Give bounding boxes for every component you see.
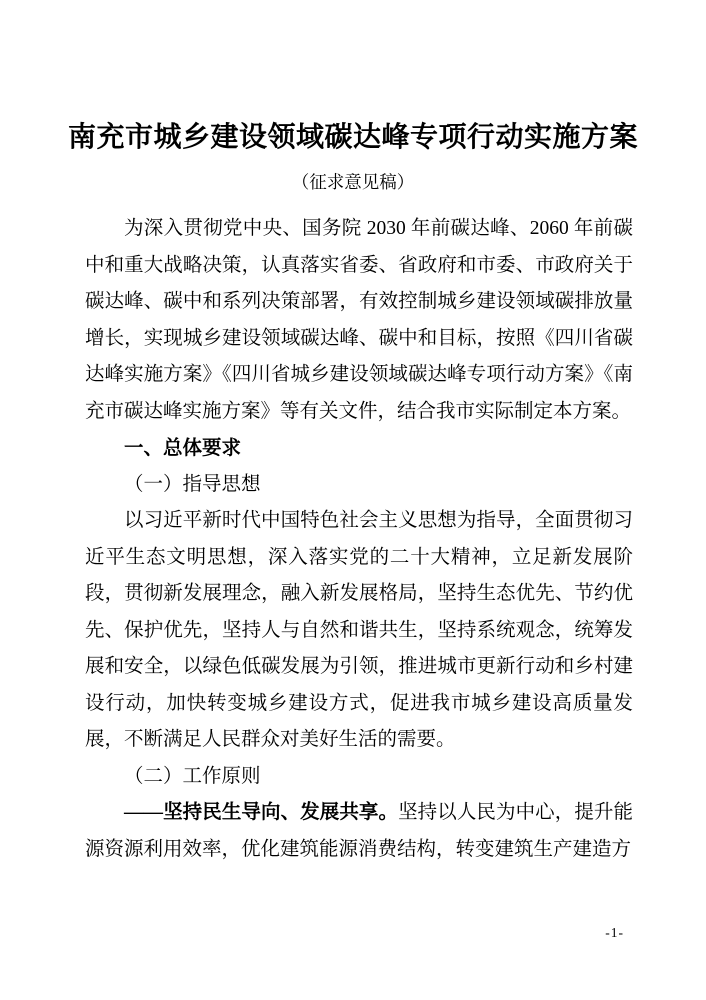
work-principle-text: 坚持以人民为中心，提升能源资源利用效率，优化建筑能源消费结构，转变建筑生产建造方 bbox=[85, 802, 633, 860]
intro-paragraph: 为深入贯彻党中央、国务院 2030 年前碳达峰、2060 年前碳中和重大战略决策，认真落实省委、省政府和市委、市政府关于碳达峰、碳中和系列决策部署，有效控制城乡建设领域碳排放量增长，实现城乡建设领域碳达峰、碳中和目标，按照《四川省碳达峰实施方案》《四川省城乡建设领域碳达峰专项行动方案》《南充市碳达峰实施方案》等有关文件，结合我市实际制定本方案。 bbox=[85, 218, 633, 422]
work-principle-paragraph bbox=[85, 795, 633, 868]
document-title: 南充市城乡建设领域碳达峰专项行动实施方案 bbox=[67, 122, 638, 153]
subsection-heading-work-principles: （二）工作原则 bbox=[124, 765, 261, 787]
page-number: -1- bbox=[605, 925, 624, 940]
subsection-heading-guiding-ideology: （一）指导思想 bbox=[124, 473, 261, 495]
document-subtitle: （征求意见稿） bbox=[291, 172, 415, 192]
work-principle-lead: ——坚持民生导向、发展共享。 bbox=[124, 802, 399, 823]
document-body bbox=[85, 211, 633, 868]
guiding-ideology-paragraph: 以习近平新时代中国特色社会主义思想为指导，全面贯彻习近平生态文明思想，深入落实党的二十大精神，立足新发展阶段，贯彻新发展理念，融入新发展格局，坚持生态优先、节约优先、保护优先，坚持人与自然和谐共生，坚持系统观念，统筹发展和安全，以绿色低碳发展为引领，推进城市更新行动和乡村建设行动，加快转变城乡建设方式，促进我市城乡建设高质量发展，不断满足人民群众对美好生活的需要。 bbox=[85, 510, 633, 750]
section-heading-overall-requirements: 一、总体要求 bbox=[124, 437, 242, 459]
